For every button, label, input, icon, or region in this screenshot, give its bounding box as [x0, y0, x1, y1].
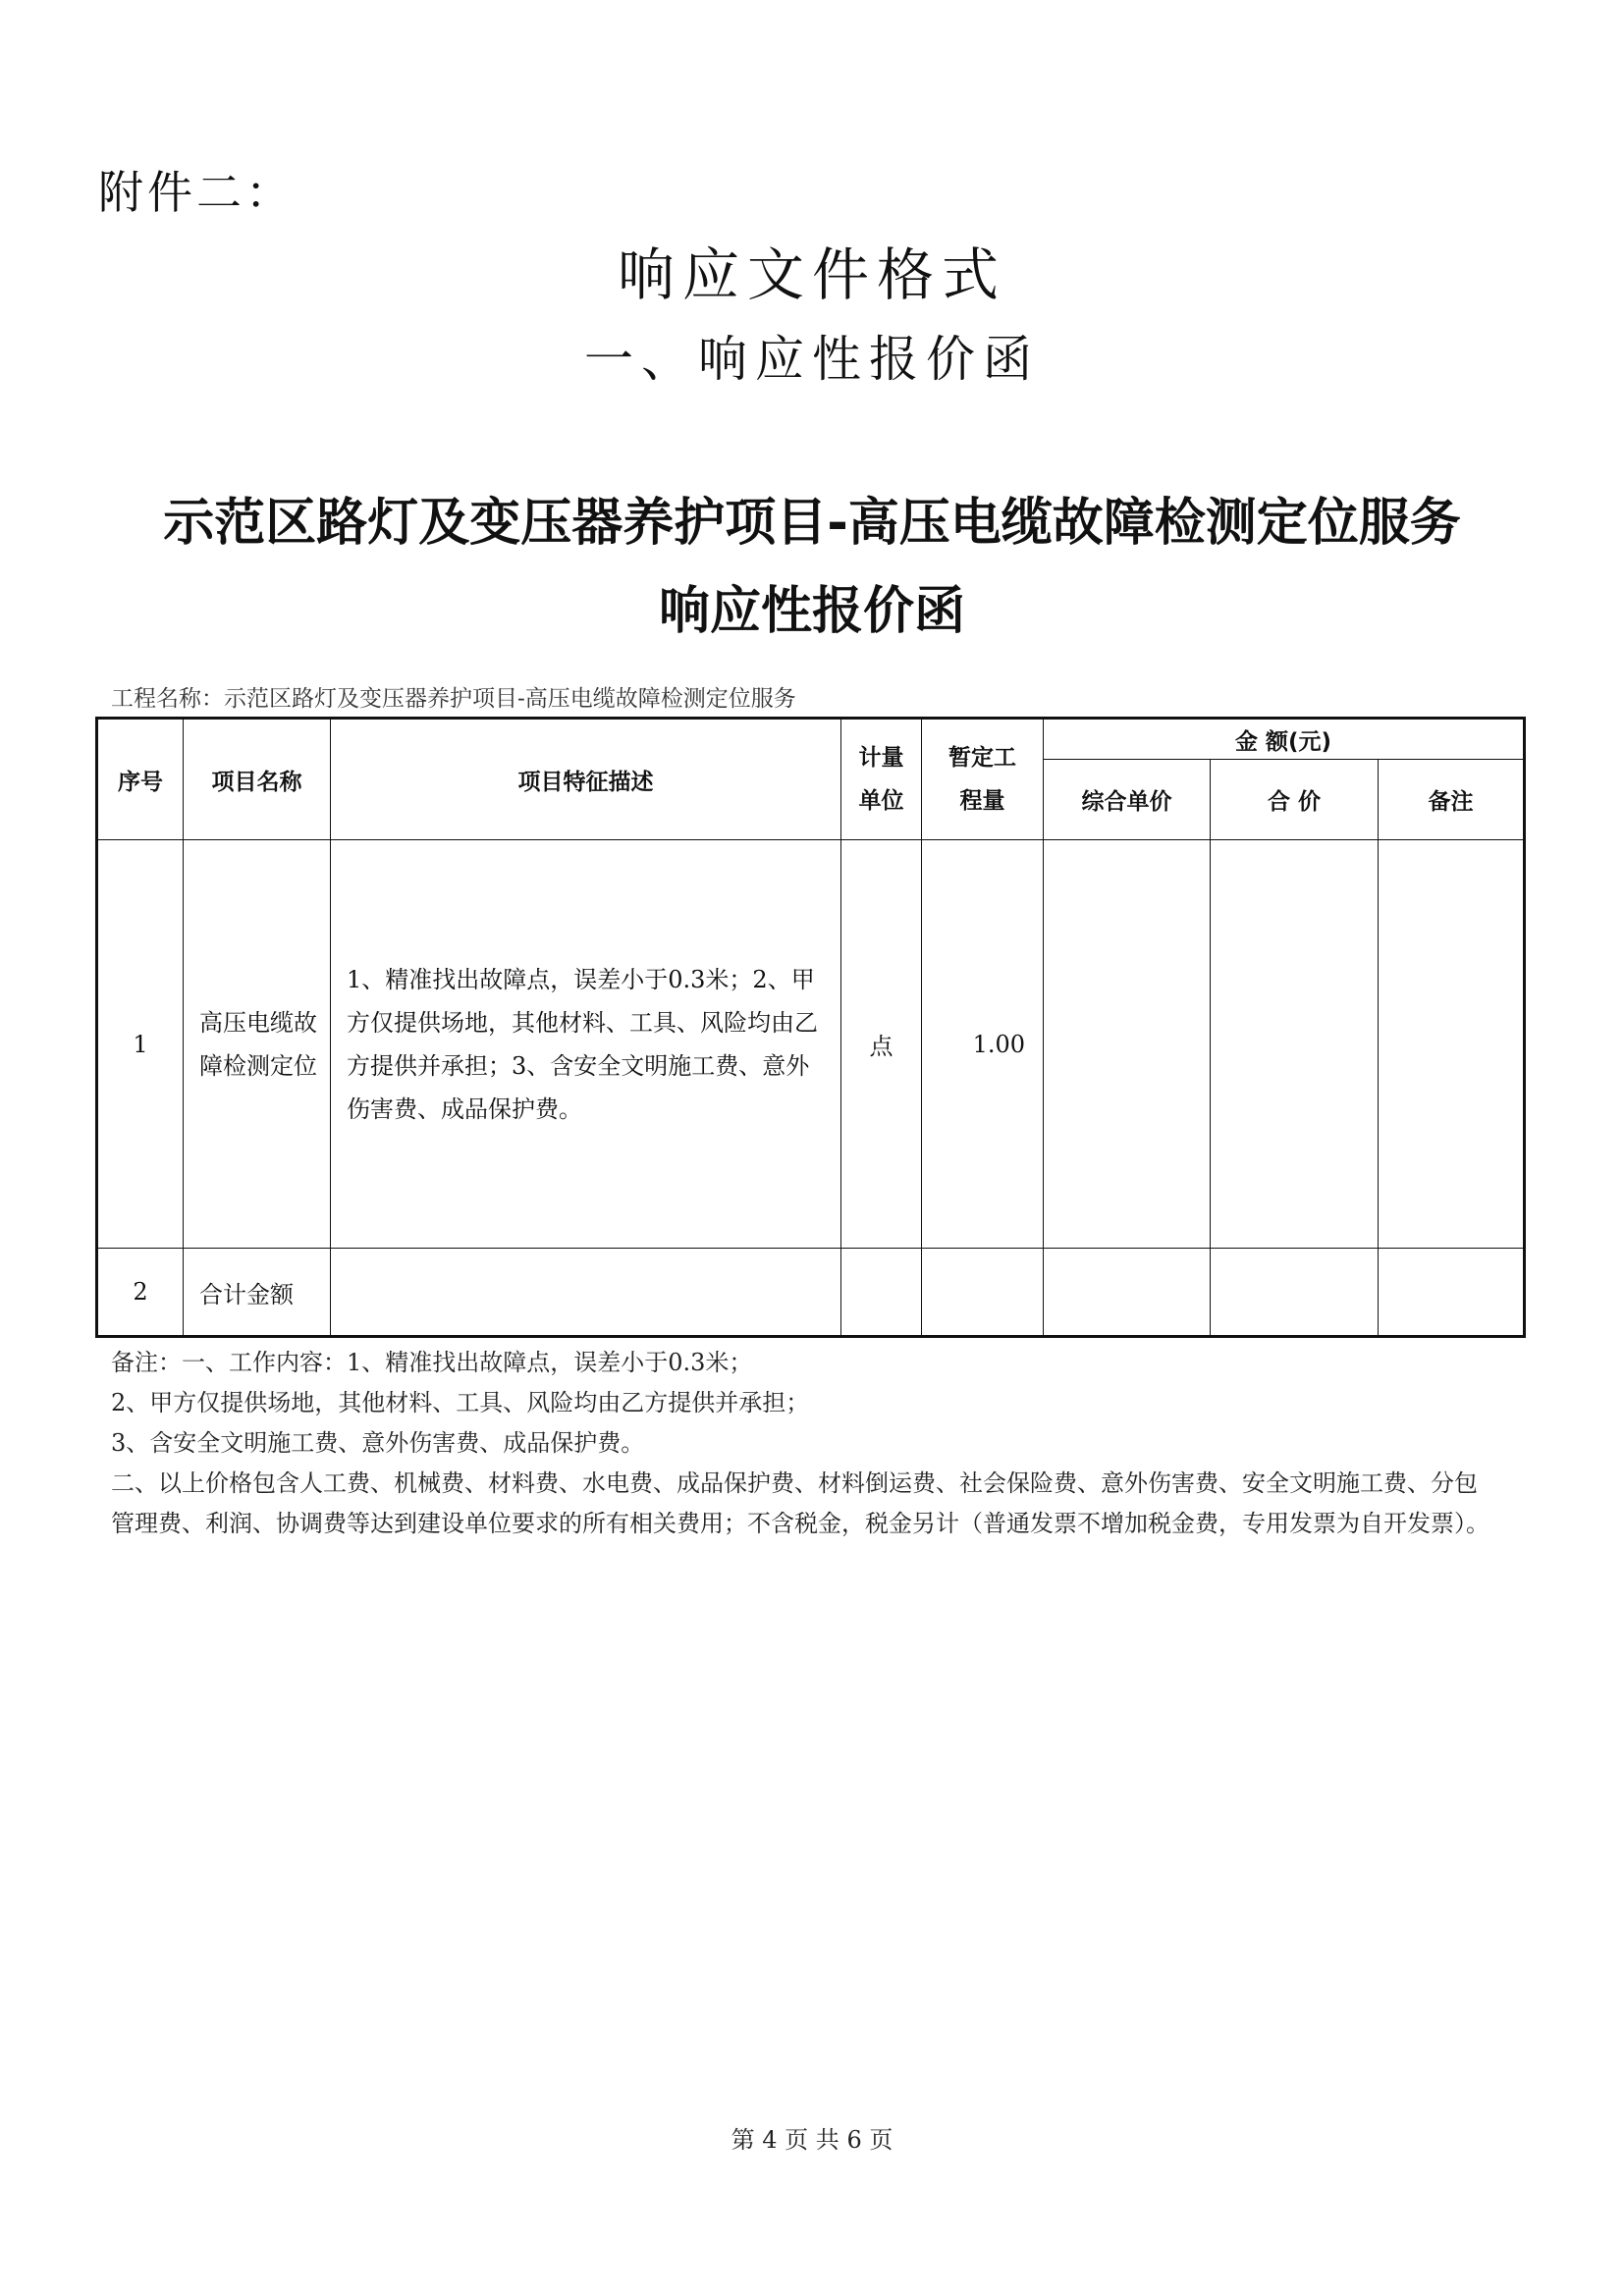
- header-amount-group: 金 额(元): [1044, 719, 1525, 760]
- notes-block: [111, 1343, 1544, 1544]
- row2-unit-price: [1044, 1249, 1211, 1337]
- row2-description: [331, 1249, 841, 1337]
- row1-description: 1、精准找出故障点，误差小于0.3米；2、甲方仅提供场地，其他材料、工具、风险均由乙方提供并承担；3、含安全文明施工费、意外伤害费、成品保护费。: [331, 840, 841, 1249]
- header-description: 项目特征描述: [331, 719, 841, 840]
- document-title-line1: 示范区路灯及变压器养护项目-高压电缆故障检测定位服务: [163, 494, 1461, 553]
- note-line: 3、含安全文明施工费、意外伤害费、成品保护费。: [111, 1429, 645, 1457]
- header-item-name: 项目名称: [184, 719, 331, 840]
- header-remark: 备注: [1379, 760, 1525, 840]
- row2-remark: [1379, 1249, 1525, 1337]
- note-line: 二、以上价格包含人工费、机械费、材料费、水电费、成品保护费、材料倒运费、社会保险费、意外伤害费、安全文明施工费、分包: [111, 1469, 1478, 1497]
- note-line: 2、甲方仅提供场地，其他材料、工具、风险均由乙方提供并承担；: [111, 1389, 810, 1416]
- header-unit: 计量单位: [841, 719, 922, 840]
- page-title: 响应文件格式: [617, 241, 1006, 308]
- row1-quantity: 1.00: [922, 840, 1044, 1249]
- row1-unit: 点: [841, 840, 922, 1249]
- header-seq: 序号: [97, 719, 184, 840]
- header-unit-price: 综合单价: [1044, 760, 1211, 840]
- row2-quantity: [922, 1249, 1044, 1337]
- table-row: [97, 1249, 1525, 1337]
- row1-remark: [1379, 840, 1525, 1249]
- document-title-line2: 响应性报价函: [658, 582, 965, 641]
- row2-unit: [841, 1249, 922, 1337]
- row2-total-price: [1211, 1249, 1379, 1337]
- quotation-table: [95, 717, 1526, 1338]
- attachment-label: 附件二：: [98, 166, 295, 219]
- row1-item-name: 高压电缆故障检测定位: [184, 840, 331, 1249]
- note-line: 备注：一、工作内容：1、精准找出故障点，误差小于0.3米；: [111, 1349, 753, 1376]
- row2-seq: 2: [97, 1249, 184, 1337]
- table-row: [97, 840, 1525, 1249]
- note-line: 管理费、利润、协调费等达到建设单位要求的所有相关费用；不含税金，税金另计（普通发票不增加税金费，专用发票为自开发票）。: [111, 1510, 1489, 1537]
- project-name-line: 工程名称：示范区路灯及变压器养护项目-高压电缆故障检测定位服务: [111, 686, 796, 712]
- header-quantity: 暂定工程量: [922, 719, 1044, 840]
- page-footer: 第 4 页 共 6 页: [731, 2126, 893, 2154]
- row1-total-price: [1211, 840, 1379, 1249]
- section-title: 一、响应性报价函: [584, 331, 1040, 388]
- header-total-price: 合 价: [1211, 760, 1379, 840]
- row2-item-name: 合计金额: [184, 1249, 331, 1337]
- row1-unit-price: [1044, 840, 1211, 1249]
- row1-seq: 1: [97, 840, 184, 1249]
